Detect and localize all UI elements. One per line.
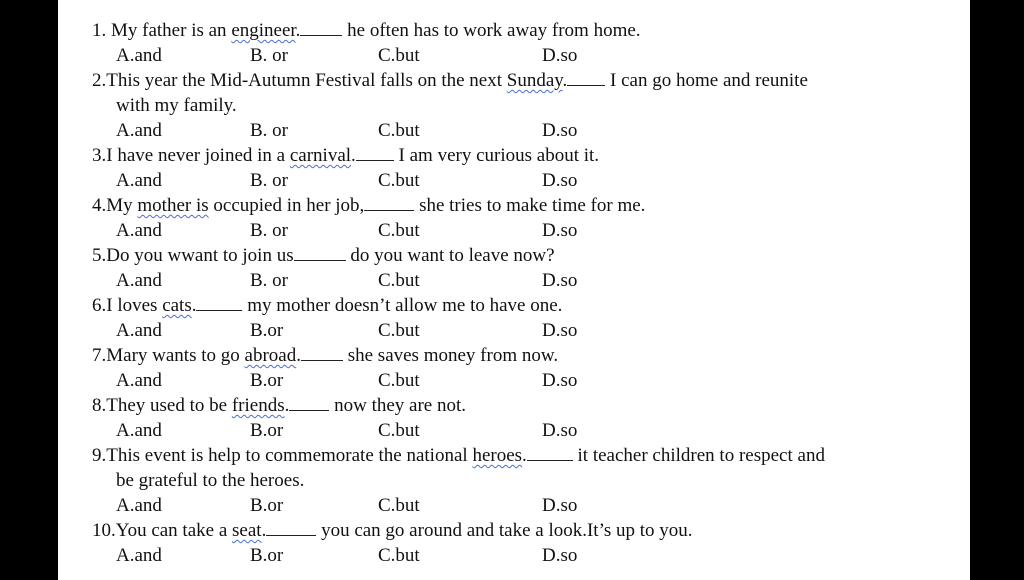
options-row <box>116 543 716 568</box>
option-d[interactable]: D.so <box>542 420 578 441</box>
option-b[interactable]: B.or <box>250 495 284 516</box>
spellcheck-word: abroad <box>244 345 297 366</box>
question-text: 4.My <box>92 195 138 216</box>
option-b[interactable]: B. or <box>250 45 288 66</box>
option-c[interactable]: C.but <box>378 545 420 566</box>
question-text: you can go around and take a look.It’s up to you. <box>316 520 693 541</box>
answer-blank[interactable] <box>196 294 242 311</box>
punct: . <box>351 145 356 166</box>
option-b[interactable]: B. or <box>250 120 288 141</box>
option-a[interactable]: A.and <box>116 420 162 441</box>
option-c[interactable]: C.but <box>378 120 420 141</box>
punct: . <box>261 520 267 541</box>
punct: . <box>562 70 568 91</box>
options-row <box>116 118 716 143</box>
option-b[interactable]: B.or <box>250 420 284 441</box>
question-text: 10.You can take a <box>92 520 233 541</box>
question-8 <box>92 393 466 418</box>
question-text: do you want to leave now? <box>345 245 555 266</box>
option-c[interactable]: C.but <box>378 45 420 66</box>
spellcheck-word: mother is <box>137 195 209 216</box>
option-c[interactable]: C.but <box>378 270 420 291</box>
question-3 <box>92 143 599 168</box>
question-text: my mother doesn’t allow me to have one. <box>242 295 563 316</box>
question-9 <box>92 443 825 493</box>
question-6 <box>92 293 562 318</box>
spellcheck-word: Sunday <box>506 70 563 91</box>
punct: . <box>191 295 197 316</box>
option-d[interactable]: D.so <box>542 370 578 391</box>
question-text: he often has to work away from home. <box>342 20 641 41</box>
option-d[interactable]: D.so <box>542 495 578 516</box>
answer-blank[interactable] <box>266 519 316 536</box>
question-text: I am very curious about it. <box>393 145 600 166</box>
spellcheck-word: friends <box>231 395 285 416</box>
option-d[interactable]: D.so <box>542 120 578 141</box>
spellcheck-word: engineer <box>231 20 296 41</box>
option-c[interactable]: C.but <box>378 370 420 391</box>
options-row <box>116 168 716 193</box>
options-row <box>116 418 716 443</box>
question-text: 2.This year the Mid-Autumn Festival falls on the next <box>92 70 507 91</box>
option-b[interactable]: B. or <box>250 170 288 191</box>
option-b[interactable]: B. or <box>250 220 288 241</box>
answer-blank[interactable] <box>356 144 394 161</box>
question-text: 5.Do you wwant to join us <box>92 245 294 266</box>
option-d[interactable]: D.so <box>542 45 578 66</box>
answer-blank[interactable] <box>289 394 329 411</box>
option-c[interactable]: C.but <box>378 320 420 341</box>
question-5 <box>92 243 555 268</box>
question-4 <box>92 193 645 218</box>
options-row <box>116 43 716 68</box>
answer-blank[interactable] <box>527 444 573 461</box>
punct: . <box>284 395 290 416</box>
spellcheck-word: cats <box>162 295 192 316</box>
answer-blank[interactable] <box>294 244 346 261</box>
question-text: now they are not. <box>329 395 466 416</box>
question-text: 3.I have never joined in a <box>92 145 290 166</box>
option-d[interactable]: D.so <box>542 270 578 291</box>
question-10 <box>92 518 693 543</box>
answer-blank[interactable] <box>301 344 343 361</box>
option-a[interactable]: A.and <box>116 170 162 191</box>
punct: . <box>296 345 301 366</box>
option-d[interactable]: D.so <box>542 545 578 566</box>
answer-blank[interactable] <box>364 194 414 211</box>
spellcheck-word: seat <box>232 520 262 541</box>
option-a[interactable]: A.and <box>116 270 162 291</box>
options-row <box>116 493 716 518</box>
option-a[interactable]: A.and <box>116 370 162 391</box>
answer-blank[interactable] <box>567 69 605 86</box>
option-c[interactable]: C.but <box>378 495 420 516</box>
question-1 <box>92 18 641 43</box>
option-a[interactable]: A.and <box>116 320 162 341</box>
option-b[interactable]: B. or <box>250 270 288 291</box>
option-d[interactable]: D.so <box>542 320 578 341</box>
option-b[interactable]: B.or <box>250 370 284 391</box>
question-text: I can go home and reunite <box>605 70 808 91</box>
option-b[interactable]: B.or <box>250 320 284 341</box>
question-text: 7.Mary wants to go <box>92 345 245 366</box>
question-text: it teacher children to respect and <box>572 445 825 466</box>
punct: . <box>295 20 301 41</box>
question-text: she saves money from now. <box>342 345 559 366</box>
options-row <box>116 318 716 343</box>
option-a[interactable]: A.and <box>116 120 162 141</box>
question-7 <box>92 343 558 368</box>
question-text: 6.I loves <box>92 295 163 316</box>
option-c[interactable]: C.but <box>378 220 420 241</box>
worksheet-page <box>58 0 970 580</box>
options-row <box>116 218 716 243</box>
option-d[interactable]: D.so <box>542 220 578 241</box>
question-text: 9.This event is help to commemorate the national <box>92 445 473 466</box>
options-row <box>116 368 716 393</box>
option-a[interactable]: A.and <box>116 45 162 66</box>
question-text: 1. My father is an <box>92 20 232 41</box>
question-text: 8.They used to be <box>92 395 232 416</box>
options-row <box>116 268 716 293</box>
spellcheck-word: carnival <box>289 145 352 166</box>
answer-blank[interactable] <box>300 19 342 36</box>
question-text: she tries to make time for me. <box>414 195 646 216</box>
question-continuation: be grateful to the heroes. <box>116 470 305 491</box>
option-d[interactable]: D.so <box>542 170 578 191</box>
option-b[interactable]: B.or <box>250 545 284 566</box>
option-c[interactable]: C.but <box>378 420 420 441</box>
option-a[interactable]: A.and <box>116 495 162 516</box>
question-2 <box>92 68 808 118</box>
punct: . <box>522 445 527 466</box>
option-a[interactable]: A.and <box>116 545 162 566</box>
option-a[interactable]: A.and <box>116 220 162 241</box>
question-text: occupied in her job, <box>208 195 365 216</box>
spellcheck-word: heroes <box>472 445 523 466</box>
option-c[interactable]: C.but <box>378 170 420 191</box>
question-continuation: with my family. <box>116 95 237 116</box>
